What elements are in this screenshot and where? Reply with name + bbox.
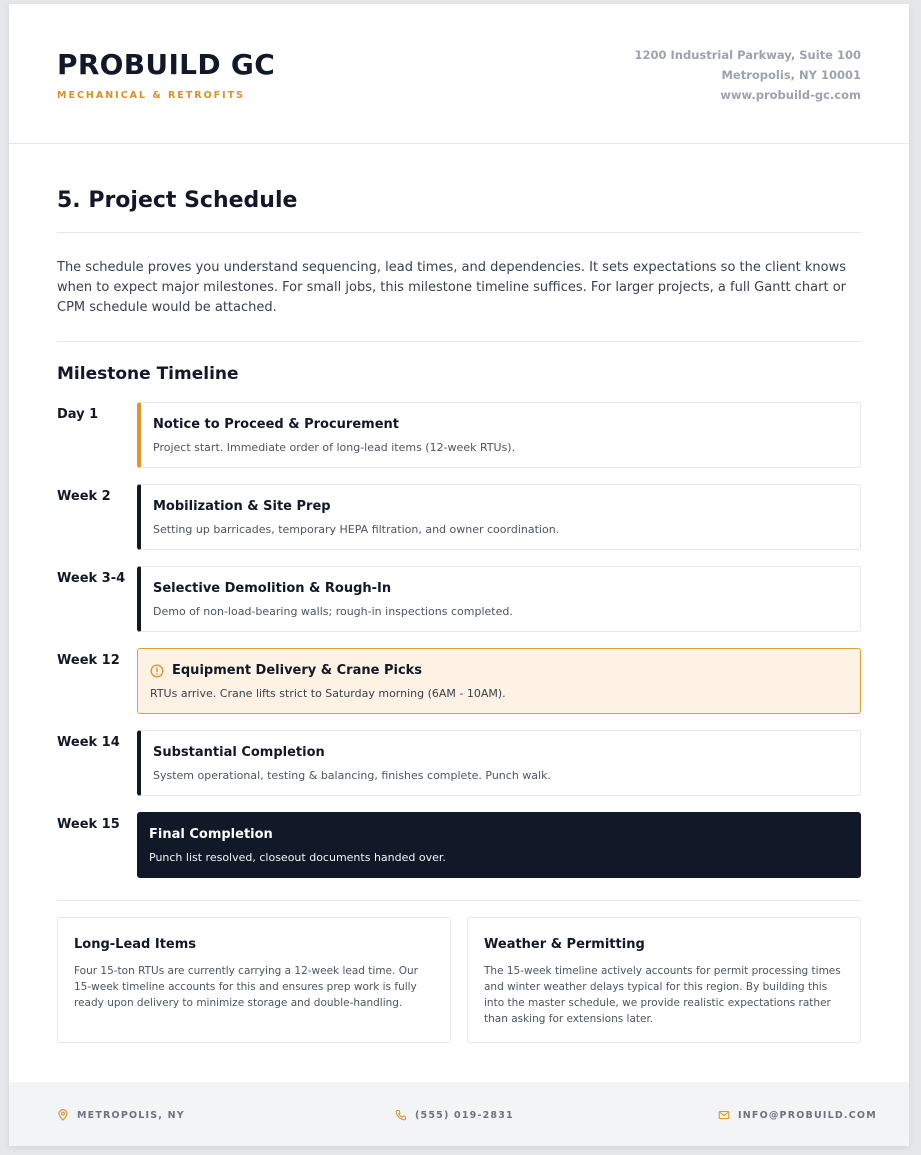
timeline-card: [137, 402, 861, 468]
timeline-item: [57, 484, 861, 550]
timeline-card-title: Selective Demolition & Rough-In: [153, 581, 392, 596]
section-title: 5. Project Schedule: [57, 188, 298, 213]
timeline-when: Week 15: [57, 817, 120, 832]
timeline-when: Week 3-4: [57, 571, 126, 586]
timeline-card: [137, 566, 861, 632]
note-title: Long-Lead Items: [74, 937, 197, 952]
timeline-card-title: Equipment Delivery & Crane Picks: [172, 663, 423, 678]
footer-location-text: METROPOLIS, NY: [77, 1109, 185, 1121]
website-link[interactable]: www.probuild-gc.com: [720, 88, 861, 102]
timeline-card: [137, 730, 861, 796]
note-box-long-lead: [57, 917, 451, 1043]
proposal-page: [9, 4, 909, 1146]
company-tagline: MECHANICAL & RETROFITS: [57, 90, 246, 101]
timeline-card-desc: RTUs arrive. Crane lifts strict to Saturday morning (6AM - 10AM).: [150, 687, 506, 700]
page-header: [9, 4, 909, 144]
timeline-item: [57, 730, 861, 796]
title-divider: [57, 232, 861, 233]
company-name: PROBUILD GC: [57, 48, 276, 81]
phone-icon: [395, 1109, 407, 1121]
alert-circle-icon: [150, 664, 164, 678]
footer-phone[interactable]: [395, 1108, 514, 1122]
timeline-card: [137, 484, 861, 550]
timeline-card-title: Notice to Proceed & Procurement: [153, 417, 399, 432]
timeline-card-desc: Demo of non-load-bearing walls; rough-in inspections completed.: [153, 605, 513, 618]
page-footer: [9, 1082, 909, 1146]
footer-email-text: INFO@PROBUILD.COM: [738, 1109, 877, 1121]
footer-phone-text: (555) 019-2831: [415, 1109, 514, 1121]
timeline-card-warning: [137, 648, 861, 714]
note-body: Four 15-ton RTUs are currently carrying a 12-week lead time. Our 15-week timeline accounts for this and ensures prep work is fully ready upon delivery to minimize storage and double-handling.: [74, 965, 418, 1009]
map-pin-icon: [57, 1109, 69, 1121]
timeline-card-final: [137, 812, 861, 878]
intro-divider: [57, 341, 861, 342]
timeline-when: Day 1: [57, 407, 99, 422]
timeline-card-desc: Setting up barricades, temporary HEPA filtration, and owner coordination.: [153, 523, 560, 536]
address-line-1: 1200 Industrial Parkway, Suite 100: [634, 48, 861, 62]
timeline-item: [57, 566, 861, 632]
timeline-card-desc: Project start. Immediate order of long-lead items (12-week RTUs).: [153, 441, 516, 454]
timeline-item: [57, 812, 861, 878]
note-title: Weather & Permitting: [484, 937, 645, 952]
timeline-item: [57, 402, 861, 468]
footer-location: [57, 1108, 185, 1122]
timeline-item: [57, 648, 861, 714]
note-box-weather: [467, 917, 861, 1043]
timeline-divider: [57, 900, 861, 901]
timeline-card-title: Substantial Completion: [153, 745, 325, 760]
mail-icon: [718, 1109, 730, 1121]
timeline-card-title: Final Completion: [149, 827, 273, 842]
address-line-2: Metropolis, NY 10001: [721, 68, 861, 82]
timeline-card-desc: Punch list resolved, closeout documents handed over.: [149, 851, 446, 864]
company-address: [635, 45, 861, 105]
timeline-card-title: Mobilization & Site Prep: [153, 499, 331, 514]
timeline-title: Milestone Timeline: [57, 364, 239, 384]
timeline-when: Week 14: [57, 735, 120, 750]
timeline-when: Week 12: [57, 653, 120, 668]
section-intro: The schedule proves you understand sequencing, lead times, and dependencies. It sets expectations so the client knows when to expect major milestones. For small jobs, this milestone timeline suffices. For larger projects, a full Gantt chart or CPM schedule would be attached.: [57, 260, 847, 315]
note-body: The 15-week timeline actively accounts for permit processing times and winter weather delays typical for this region. By building this into the master schedule, we provide realistic expectations rather than asking for extensions later.: [484, 965, 841, 1025]
footer-email[interactable]: [718, 1108, 877, 1122]
timeline-card-desc: System operational, testing & balancing, finishes complete. Punch walk.: [153, 769, 551, 782]
timeline-when: Week 2: [57, 489, 111, 504]
